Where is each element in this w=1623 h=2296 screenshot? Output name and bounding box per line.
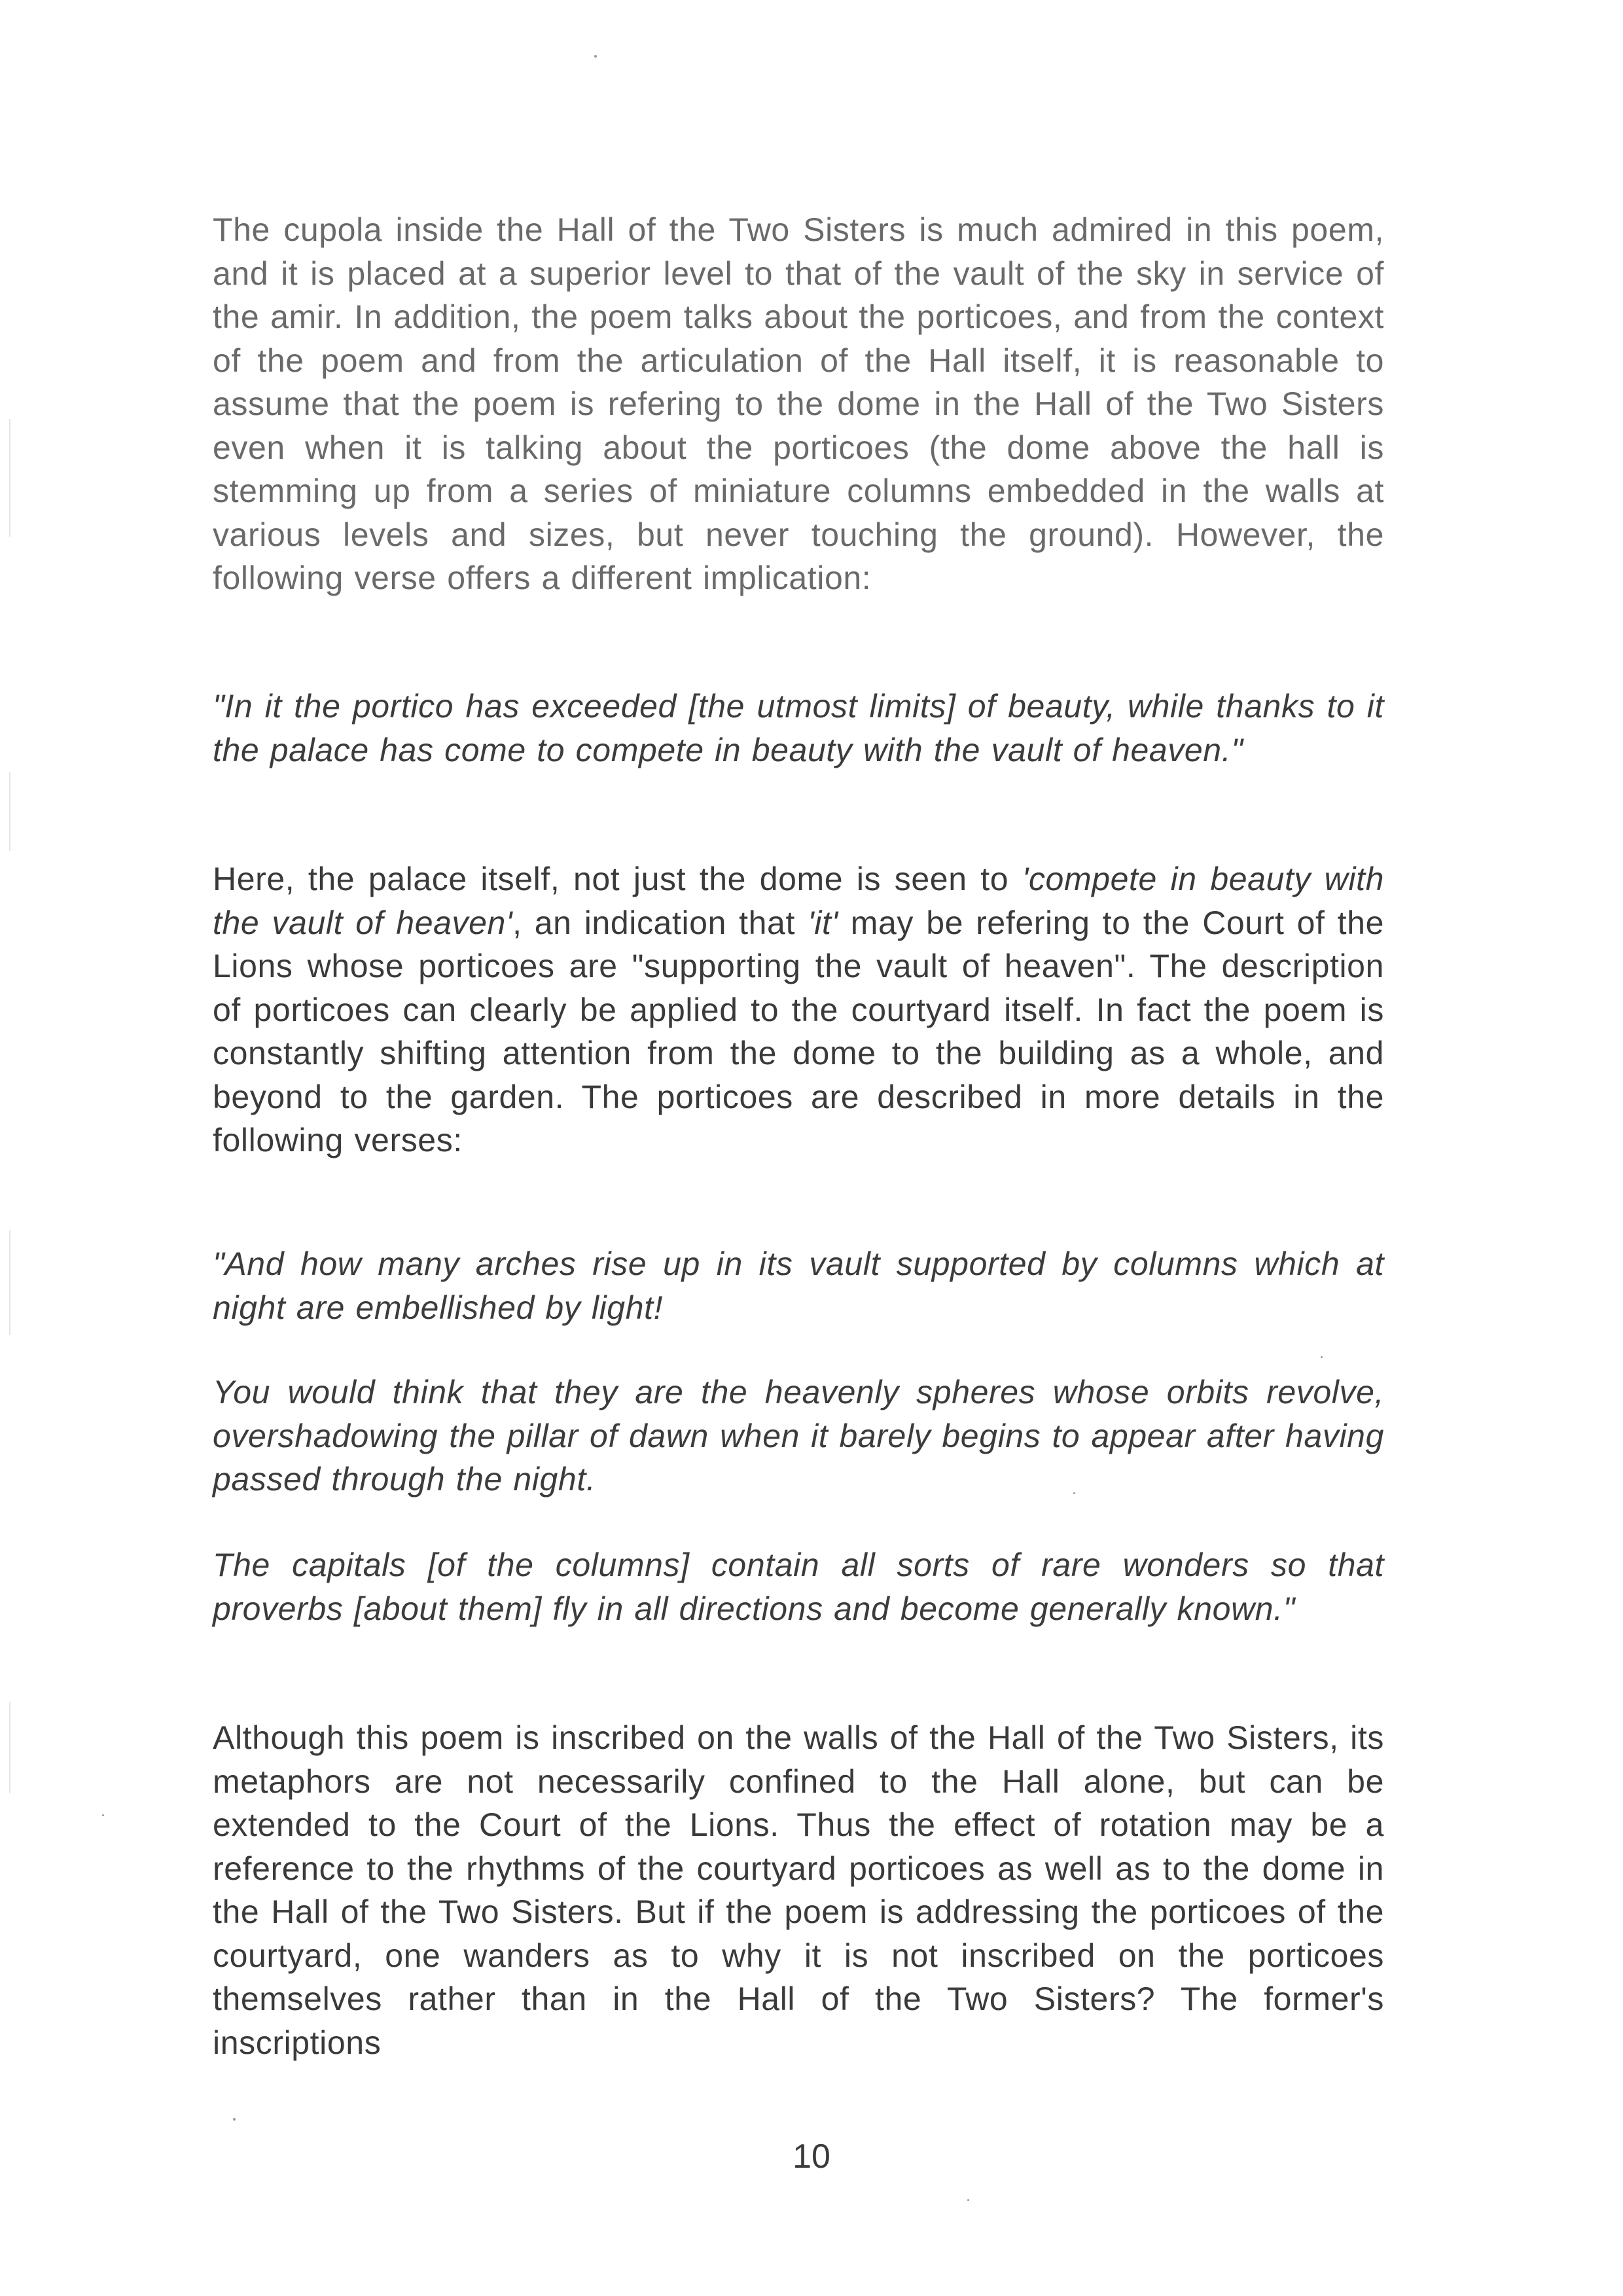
paragraph-2-text: may be refering to the Court of the Lions whose porticoes are "supporting the vault of heaven". The description of porticoes can clearly be applied to the courtyard itself. In fact the poem is constantly shifting attention from the dome to the building as a whole, and beyond to the garden. The porticoes are described in more details in the following verses: (213, 904, 1384, 1158)
quote-capitals-wonders: The capitals [of the columns] contain all sorts of rare wonders so that proverbs [about them] fly in all directions and become generally known." (213, 1547, 1384, 1627)
scan-speck (233, 2118, 236, 2121)
paragraph-2-text: Here, the palace itself, not just the dome is seen to (213, 861, 1022, 897)
scan-speck (967, 2199, 969, 2201)
paragraph-inscription-location: Although this poem is inscribed on the walls of the Hall of the Two Sisters, its metaphors are not necessarily confined to the Hall alone, but can be extended to the Court of the Lions. Thus the effect of rotation may be a reference to the rhythms of the courtyard porticoes as well as to the dome in the Hall of the Two Sisters. But if the poem is addressing the porticoes of the courtyard, one wanders as to why it is not inscribed on the porticoes themselves rather than in the Hall of the Two Sisters? The former's inscriptions (213, 1719, 1384, 2061)
paragraph-palace-compete (213, 857, 1384, 1162)
quote-arches-columns: "And how many arches rise up in its vault supported by columns which at night are embellished by light! (213, 1246, 1384, 1326)
scan-edge-mark (9, 772, 10, 851)
scan-speck (102, 1814, 104, 1816)
scan-edge-mark (9, 1702, 10, 1793)
page-number: 10 (793, 2138, 830, 2176)
paragraph-2-italic-phrase: 'compete in beauty with the vault of heaven' (213, 861, 1384, 941)
paragraph-2-text: , an indication that (512, 904, 808, 941)
scan-edge-mark (9, 1230, 10, 1335)
scan-speck (1321, 1356, 1323, 1358)
scan-edge-mark (9, 419, 10, 537)
quote-portico-beauty: "In it the portico has exceeded [the utmost limits] of beauty, while thanks to it the palace has come to compete in beauty with the vault of heaven." (213, 688, 1384, 768)
quote-heavenly-spheres: You would think that they are the heavenly spheres whose orbits revolve, overshadowing the pillar of dawn when it barely begins to appear after having passed through the night. (213, 1374, 1384, 1498)
paragraph-2-italic-word: 'it' (808, 904, 838, 941)
paragraph-hall-of-two-sisters: The cupola inside the Hall of the Two Sisters is much admired in this poem, and it is placed at a superior level to that of the vault of the sky in service of the amir. In addition, the poem talks about the porticoes, and from the context of the poem and from the articulation of the Hall itself, it is reasonable to assume that the poem is refering to the dome in the Hall of the Two Sisters even when it is talking about the porticoes (the dome above the hall is stemming up from a series of miniature columns embedded in the walls at various levels and sizes, but never touching the ground). However, the following verse offers a different implication: (213, 211, 1384, 596)
scan-speck (594, 55, 597, 58)
